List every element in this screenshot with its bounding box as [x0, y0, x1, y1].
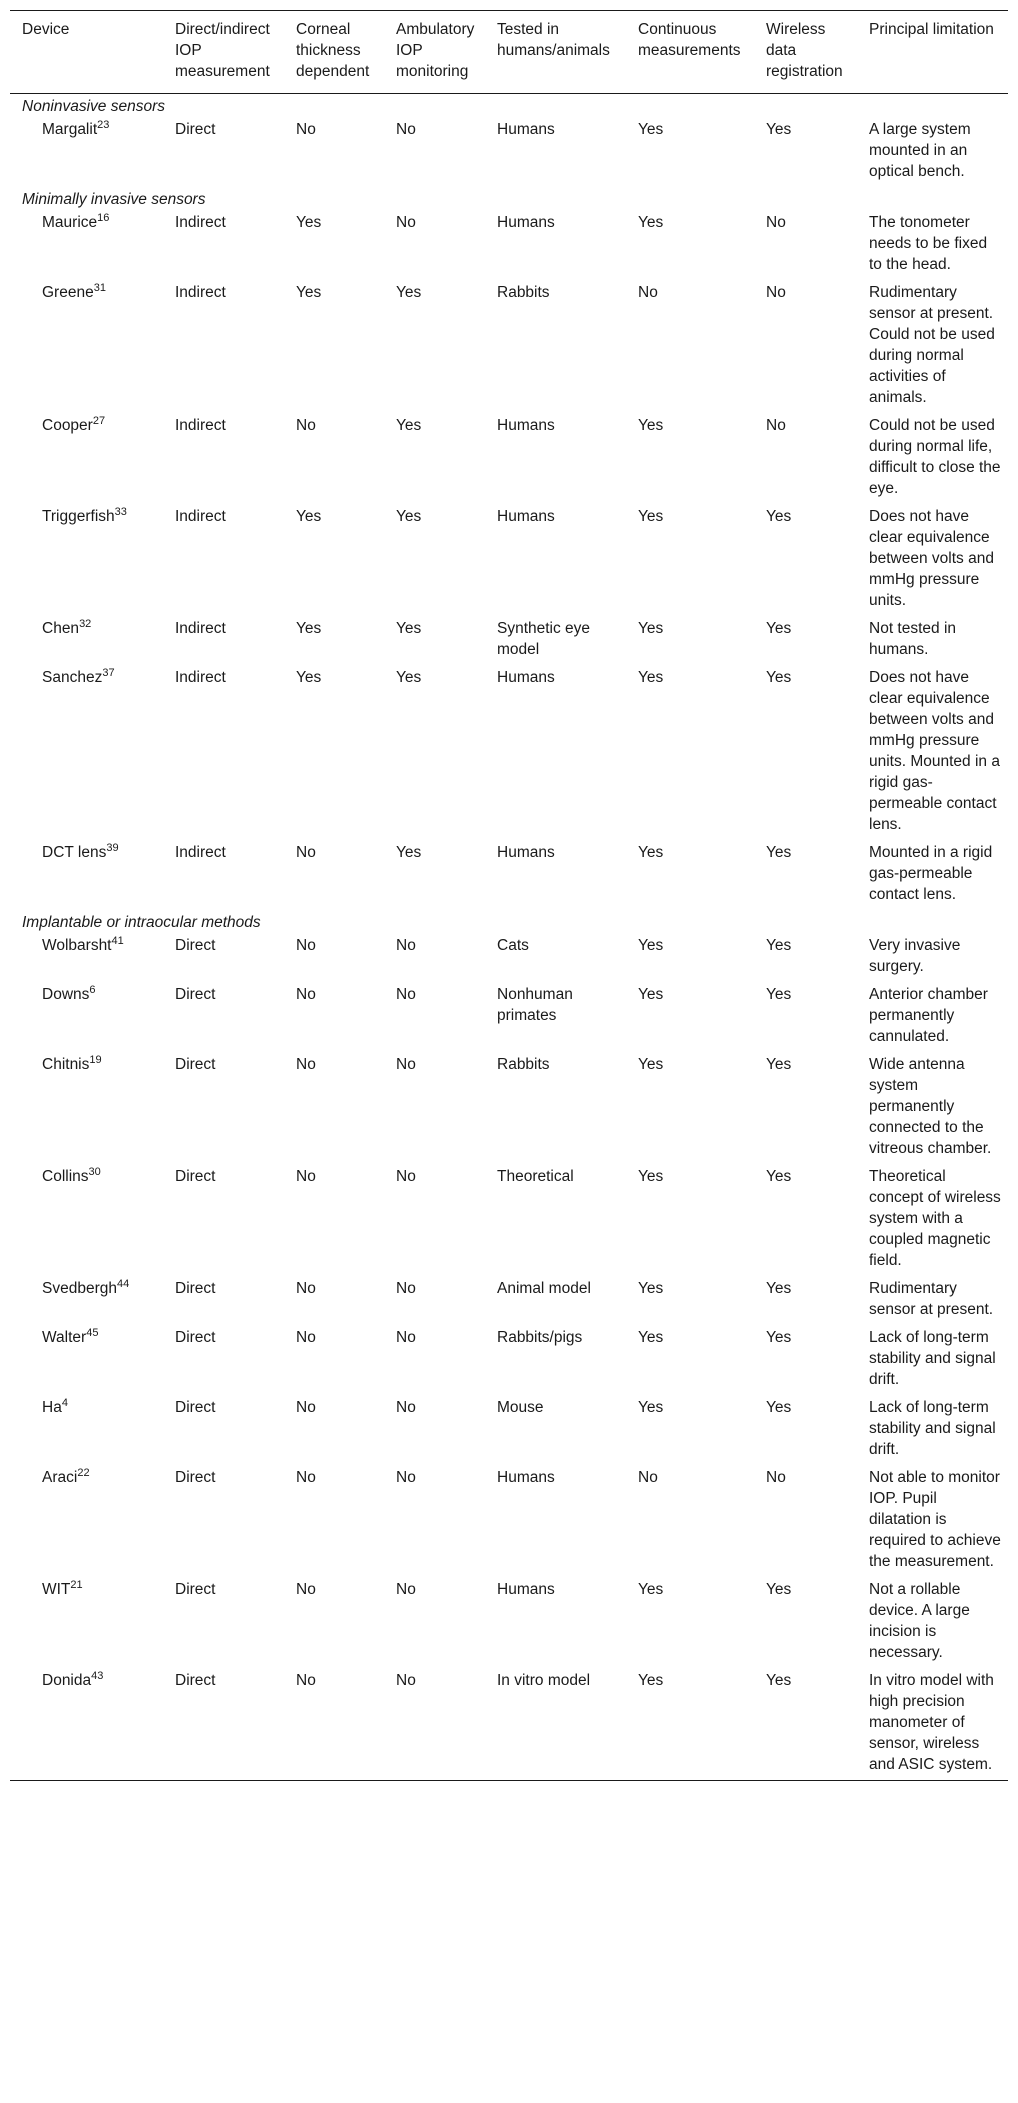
measurement-cell: Direct	[175, 1329, 216, 1346]
header-ambulatory: Ambulatory IOP monitoring	[384, 11, 485, 94]
table-row	[10, 982, 1008, 1052]
measurement-cell: Direct	[175, 1056, 216, 1073]
header-measurement: Direct/indirect IOP measurement	[163, 11, 284, 94]
reference-number: 45	[86, 1327, 99, 1339]
limitation-cell: Does not have clear equivalence between volts and mmHg pressure units.	[869, 508, 994, 609]
tested-cell: Animal model	[497, 1280, 591, 1297]
ambulatory-cell: No	[396, 1581, 416, 1598]
corneal-cell: No	[296, 1469, 316, 1486]
wireless-cell: Yes	[766, 669, 792, 686]
reference-number: 21	[70, 1579, 83, 1591]
continuous-cell: Yes	[638, 986, 664, 1003]
corneal-cell: Yes	[296, 669, 322, 686]
limitation-cell: In vitro model with high precision manometer of sensor, wireless and ASIC system.	[857, 1668, 1008, 1781]
device-name: Maurice	[42, 214, 98, 231]
limitation-cell: Not able to monitor IOP. Pupil dilatation is required to achieve the measurement.	[869, 1469, 1001, 1570]
device-cell	[10, 280, 163, 413]
continuous-cell: No	[638, 284, 658, 301]
table-row	[10, 665, 1008, 840]
reference-number: 44	[116, 1278, 130, 1290]
device-cell	[10, 1164, 163, 1276]
ambulatory-cell: No	[396, 1280, 416, 1297]
wireless-cell: Yes	[766, 1168, 792, 1185]
ambulatory-cell: No	[396, 937, 416, 954]
device-name: Chen	[42, 620, 80, 637]
wireless-cell: Yes	[766, 1581, 792, 1598]
limitation-cell: A large system mounted in an optical bench.	[869, 121, 971, 180]
continuous-cell: Yes	[638, 508, 664, 525]
tested-cell: Cats	[497, 937, 529, 954]
wireless-cell: Yes	[766, 508, 792, 525]
corneal-cell: No	[296, 1399, 316, 1416]
corneal-cell: No	[284, 1668, 384, 1781]
measurement-cell: Indirect	[175, 214, 226, 231]
tested-cell: Humans	[497, 844, 555, 861]
header-wireless: Wireless data registration	[754, 11, 857, 94]
table-row	[10, 1052, 1008, 1164]
wireless-cell: Yes	[766, 1329, 792, 1346]
table-row	[10, 1164, 1008, 1276]
corneal-cell: No	[296, 986, 316, 1003]
table-row	[10, 616, 1008, 665]
header-continuous: Continuous measurements	[626, 11, 754, 94]
wireless-cell: Yes	[766, 1280, 792, 1297]
measurement-cell: Direct	[175, 121, 216, 138]
table-row	[10, 504, 1008, 616]
limitation-cell: Lack of long-term stability and signal drift.	[869, 1399, 996, 1458]
ambulatory-cell: Yes	[396, 417, 422, 434]
device-name: Triggerfish	[42, 508, 115, 525]
tested-cell: Humans	[497, 508, 555, 525]
continuous-cell: Yes	[638, 620, 664, 637]
reference-number: 33	[114, 506, 127, 518]
measurement-cell: Direct	[175, 1168, 216, 1185]
ambulatory-cell: No	[396, 1469, 416, 1486]
section-row	[10, 187, 1008, 210]
table-row	[10, 1325, 1008, 1395]
device-cell	[10, 504, 163, 616]
device-cell	[10, 1276, 163, 1325]
limitation-cell: Very invasive surgery.	[869, 937, 961, 975]
device-cell	[10, 616, 163, 665]
device-cell	[10, 1577, 163, 1668]
tested-cell: Rabbits	[497, 1056, 550, 1073]
section-title: Noninvasive sensors	[22, 98, 166, 115]
measurement-cell: Indirect	[175, 417, 226, 434]
table-row	[10, 933, 1008, 982]
measurement-cell: Direct	[175, 986, 216, 1003]
measurement-cell: Indirect	[175, 669, 226, 686]
corneal-cell: Yes	[296, 620, 322, 637]
tested-cell: Humans	[497, 669, 555, 686]
table-row	[10, 1395, 1008, 1465]
device-cell	[10, 1668, 163, 1781]
ambulatory-cell: Yes	[396, 844, 422, 861]
device-name: Ha	[42, 1399, 62, 1416]
tested-cell: Mouse	[497, 1399, 544, 1416]
device-name: Collins	[42, 1168, 89, 1185]
tested-cell: Humans	[497, 121, 555, 138]
tested-cell: In vitro model	[485, 1668, 626, 1781]
device-name: Svedbergh	[42, 1280, 117, 1297]
limitation-cell: Rudimentary sensor at present. Could not be used during normal activities of animals.	[869, 284, 995, 406]
device-name: Greene	[42, 284, 94, 301]
measurement-cell: Direct	[175, 1399, 216, 1416]
wireless-cell: Yes	[766, 844, 792, 861]
ambulatory-cell: No	[396, 1399, 416, 1416]
device-name: Walter	[42, 1329, 87, 1346]
reference-number: 4	[61, 1397, 68, 1409]
reference-number: 23	[97, 119, 110, 131]
header-corneal: Corneal thickness dependent	[284, 11, 384, 94]
table-row	[10, 1668, 1008, 1781]
wireless-cell: No	[766, 284, 786, 301]
ambulatory-cell: Yes	[396, 508, 422, 525]
continuous-cell: Yes	[626, 1668, 754, 1781]
reference-number: 31	[93, 282, 106, 294]
device-name: Cooper	[42, 417, 93, 434]
continuous-cell: Yes	[638, 1581, 664, 1598]
continuous-cell: Yes	[638, 669, 664, 686]
table-body	[10, 94, 1008, 1781]
ambulatory-cell: No	[396, 1168, 416, 1185]
continuous-cell: Yes	[638, 937, 664, 954]
header-device: Device	[10, 11, 163, 94]
reference-number: 37	[102, 667, 115, 679]
table-row	[10, 210, 1008, 280]
header-tested: Tested in humans/animals	[485, 11, 626, 94]
ambulatory-cell: No	[396, 1056, 416, 1073]
wireless-cell: Yes	[754, 1668, 857, 1781]
device-name: Araci	[42, 1469, 78, 1486]
continuous-cell: Yes	[638, 1056, 664, 1073]
wireless-cell: Yes	[766, 620, 792, 637]
corneal-cell: Yes	[296, 508, 322, 525]
continuous-cell: No	[638, 1469, 658, 1486]
section-title: Implantable or intraocular methods	[22, 914, 261, 931]
corneal-cell: No	[296, 121, 316, 138]
device-cell	[10, 413, 163, 504]
device-name: WIT	[42, 1581, 71, 1598]
wireless-cell: No	[766, 214, 786, 231]
table-row	[10, 413, 1008, 504]
device-cell	[10, 1325, 163, 1395]
measurement-cell: Indirect	[175, 620, 226, 637]
device-name: Downs	[42, 986, 90, 1003]
continuous-cell: Yes	[638, 1168, 664, 1185]
measurement-cell: Direct	[175, 1280, 216, 1297]
wireless-cell: Yes	[766, 986, 792, 1003]
continuous-cell: Yes	[638, 417, 664, 434]
limitation-cell: Theoretical concept of wireless system with a coupled magnetic field.	[869, 1168, 1001, 1269]
limitation-cell: Wide antenna system permanently connected to the vitreous chamber.	[869, 1056, 992, 1157]
reference-number: 16	[97, 212, 110, 224]
device-name: Wolbarsht	[42, 937, 112, 954]
device-name: Chitnis	[42, 1056, 90, 1073]
limitation-cell: Could not be used during normal life, difficult to close the eye.	[869, 417, 1001, 497]
limitation-cell: Not tested in humans.	[869, 620, 957, 658]
limitation-cell: Does not have clear equivalence between volts and mmHg pressure units. Mounted in a rigid gas-permeable contact lens.	[869, 669, 1000, 833]
corneal-cell: Yes	[296, 214, 322, 231]
tested-cell: Humans	[497, 1469, 555, 1486]
wireless-cell: No	[766, 417, 786, 434]
wireless-cell: Yes	[766, 1056, 792, 1073]
device-cell	[10, 210, 163, 280]
corneal-cell: No	[296, 1280, 316, 1297]
section-row	[10, 94, 1008, 118]
limitation-cell: Lack of long-term stability and signal drift.	[869, 1329, 996, 1388]
continuous-cell: Yes	[638, 121, 664, 138]
ambulatory-cell: No	[396, 986, 416, 1003]
measurement-cell: Indirect	[175, 284, 226, 301]
corneal-cell: Yes	[296, 284, 322, 301]
reference-number: 22	[77, 1467, 90, 1479]
device-cell	[10, 117, 163, 187]
measurement-cell: Direct	[175, 937, 216, 954]
table-row	[10, 840, 1008, 910]
tested-cell: Nonhuman primates	[497, 986, 573, 1024]
limitation-cell: Mounted in a rigid gas-permeable contact lens.	[869, 844, 993, 903]
wireless-cell: Yes	[766, 121, 792, 138]
device-name: Sanchez	[42, 669, 103, 686]
corneal-cell: No	[296, 1581, 316, 1598]
device-cell	[10, 933, 163, 982]
table-row	[10, 1465, 1008, 1577]
corneal-cell: No	[296, 1329, 316, 1346]
tested-cell: Theoretical	[497, 1168, 574, 1185]
measurement-cell: Indirect	[175, 844, 226, 861]
device-cell	[10, 665, 163, 840]
reference-number: 43	[91, 1670, 104, 1682]
table-row	[10, 117, 1008, 187]
tested-cell: Rabbits/pigs	[497, 1329, 583, 1346]
corneal-cell: No	[296, 937, 316, 954]
limitation-cell: Not a rollable device. A large incision is necessary.	[869, 1581, 970, 1661]
header-limitation: Principal limitation	[857, 11, 1008, 94]
table-row	[10, 280, 1008, 413]
limitation-cell: The tonometer needs to be fixed to the head.	[869, 214, 988, 273]
ambulatory-cell: No	[384, 1668, 485, 1781]
tested-cell: Rabbits	[497, 284, 550, 301]
measurement-cell: Indirect	[175, 508, 226, 525]
device-name: Margalit	[42, 121, 98, 138]
limitation-cell: Rudimentary sensor at present.	[869, 1280, 994, 1318]
continuous-cell: Yes	[638, 1399, 664, 1416]
table-row	[10, 1276, 1008, 1325]
device-cell	[10, 840, 163, 910]
measurement-cell: Direct	[163, 1668, 284, 1781]
wireless-cell: Yes	[766, 1399, 792, 1416]
measurement-cell: Direct	[175, 1469, 216, 1486]
reference-number: 41	[111, 935, 124, 947]
ambulatory-cell: Yes	[396, 620, 422, 637]
ambulatory-cell: Yes	[396, 284, 422, 301]
section-row	[10, 910, 1008, 933]
table-row	[10, 1577, 1008, 1668]
device-cell	[10, 1395, 163, 1465]
corneal-cell: No	[296, 844, 316, 861]
ambulatory-cell: Yes	[396, 669, 422, 686]
iop-devices-table	[10, 10, 1008, 1781]
device-cell	[10, 1052, 163, 1164]
ambulatory-cell: No	[396, 214, 416, 231]
corneal-cell: No	[296, 1168, 316, 1185]
limitation-cell: Anterior chamber permanently cannulated.	[869, 986, 988, 1045]
continuous-cell: Yes	[638, 844, 664, 861]
continuous-cell: Yes	[638, 214, 664, 231]
device-name: Donida	[42, 1672, 92, 1689]
reference-number: 19	[89, 1054, 102, 1066]
corneal-cell: No	[296, 417, 316, 434]
header-row	[10, 11, 1008, 94]
device-cell	[10, 1465, 163, 1577]
reference-number: 39	[106, 842, 119, 854]
tested-cell: Humans	[497, 1581, 555, 1598]
corneal-cell: No	[296, 1056, 316, 1073]
tested-cell: Humans	[497, 417, 555, 434]
continuous-cell: Yes	[638, 1280, 664, 1297]
reference-number: 32	[79, 618, 92, 630]
measurement-cell: Direct	[175, 1581, 216, 1598]
tested-cell: Synthetic eye model	[497, 620, 591, 658]
reference-number: 27	[92, 415, 106, 427]
wireless-cell: Yes	[766, 937, 792, 954]
ambulatory-cell: No	[396, 1329, 416, 1346]
reference-number: 6	[89, 984, 96, 996]
reference-number: 30	[88, 1166, 101, 1178]
table-header	[10, 11, 1008, 94]
wireless-cell: No	[766, 1469, 786, 1486]
device-name: DCT lens	[42, 844, 107, 861]
ambulatory-cell: No	[396, 121, 416, 138]
continuous-cell: Yes	[638, 1329, 664, 1346]
section-title: Minimally invasive sensors	[22, 191, 206, 208]
device-cell	[10, 982, 163, 1052]
tested-cell: Humans	[497, 214, 555, 231]
